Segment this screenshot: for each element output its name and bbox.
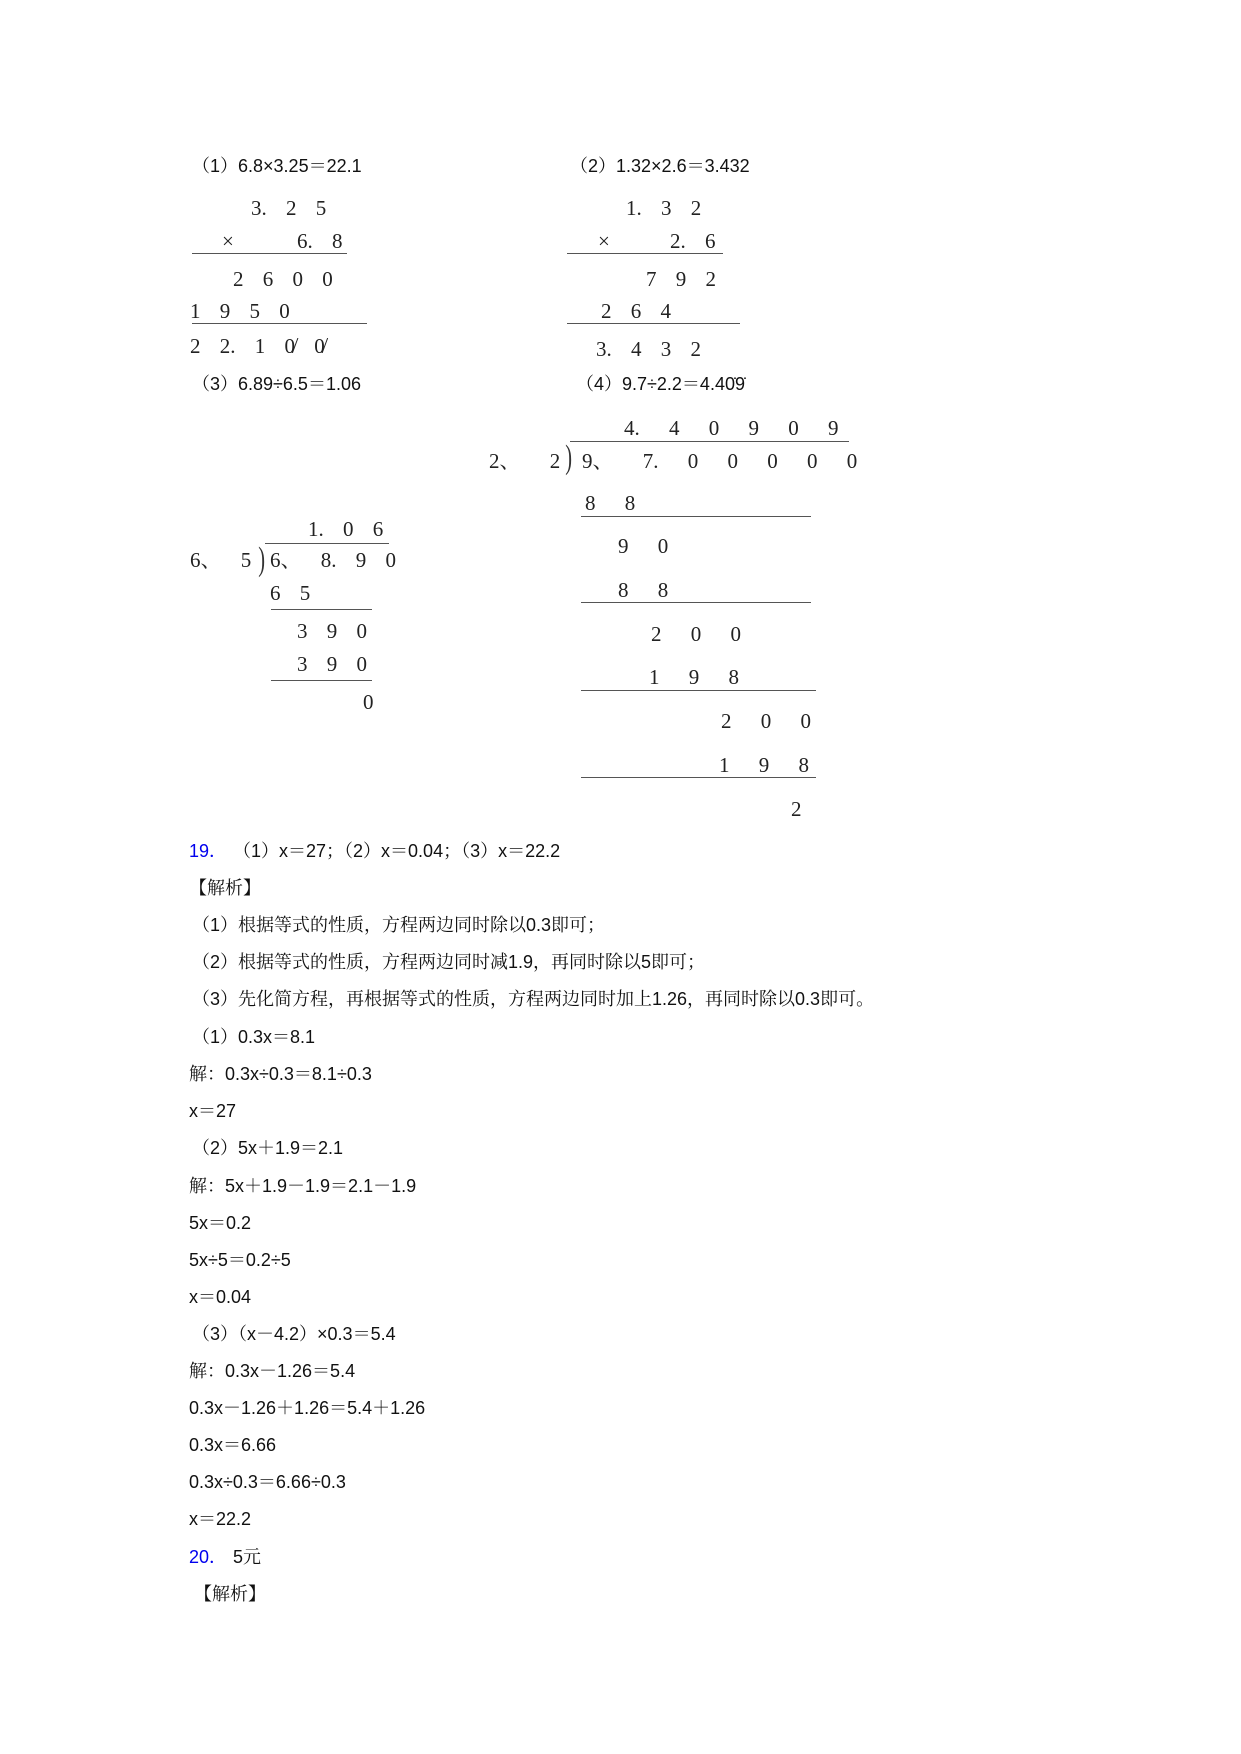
remainder-row: 9 0	[618, 534, 669, 558]
mult-row: 3. 2 5	[251, 196, 327, 220]
solution-line: 0.3x－1.26＋1.26＝5.4＋1.26	[189, 1398, 426, 1418]
final-remainder: 2	[791, 797, 802, 821]
solution-line: 5x＝0.2	[189, 1213, 252, 1233]
dividend: 9、 7. 0 0 0 0 0	[582, 449, 858, 473]
remainder-row: 2 0 0	[721, 709, 811, 733]
divisor: 2、 2	[489, 449, 561, 473]
partial-product: 1 9 5 0	[190, 299, 290, 323]
solution-line: （1）0.3x＝8.1	[192, 1027, 316, 1047]
divider-line	[567, 323, 740, 324]
remainder-row: 2 0 0	[651, 622, 741, 646]
mult-sign: ×	[598, 229, 610, 253]
answer-text: （1）x＝27；（2）x＝0.04；（3）x＝22.2	[233, 841, 561, 861]
subtract-row: 6 5	[270, 581, 311, 605]
subtract-row: 3 9 0	[297, 652, 367, 676]
solution-line: 解：5x＋1.9－1.9＝2.1－1.9	[189, 1176, 417, 1196]
division-bar	[570, 441, 849, 442]
partial-product: 7 9 2	[646, 267, 716, 291]
divider-line	[581, 516, 811, 517]
quotient: 1. 0 6	[308, 517, 384, 541]
division-bar	[265, 543, 389, 544]
solution-line: x＝22.2	[189, 1509, 252, 1529]
divider-line	[567, 253, 723, 254]
divider-line	[192, 253, 347, 254]
subtract-row: 1 9 8	[719, 753, 809, 777]
product-result: 3. 4 3 2	[596, 337, 701, 361]
divider-line	[271, 680, 372, 681]
solution-line: 0.3x÷0.3＝6.66÷0.3	[189, 1472, 346, 1492]
analysis-label: 【解析】	[189, 878, 261, 898]
calc-header-2: （2）1.32×2.6＝3.432	[570, 156, 750, 176]
analysis-label: 【解析】	[194, 1584, 266, 1604]
answer-text: 5元	[233, 1547, 262, 1567]
mult-sign: ×	[222, 229, 234, 253]
solution-line: x＝0.04	[189, 1287, 252, 1307]
analysis-line: （2）根据等式的性质，方程两边同时减1.9，再同时除以5即可；	[192, 952, 706, 972]
final-remainder: 0	[363, 690, 374, 714]
solution-line: x＝27	[189, 1101, 237, 1121]
solution-line: （2）5x＋1.9＝2.1	[192, 1138, 344, 1158]
quotient: 4. 4 0 9 0 9	[624, 416, 839, 440]
remainder-row: 3 9 0	[297, 619, 367, 643]
solution-line: 解：0.3x÷0.3＝8.1÷0.3	[189, 1064, 372, 1084]
partial-product: 2 6 0 0	[233, 267, 333, 291]
divider-line	[192, 323, 367, 324]
product-result: 2 2. 1 0̸ 0̸	[190, 334, 325, 358]
solution-line: 5x÷5＝0.2÷5	[189, 1250, 291, 1270]
solution-line: 0.3x＝6.66	[189, 1435, 277, 1455]
mult-row: 2. 6	[670, 229, 716, 253]
mult-row: 1. 3 2	[626, 196, 702, 220]
dividend: 6、 8. 9 0	[270, 548, 396, 572]
calc-header-1: （1）6.8×3.25＝22.1	[192, 156, 362, 176]
divider-line	[581, 690, 816, 691]
analysis-line: （3）先化简方程，再根据等式的性质，方程两边同时加上1.26，再同时除以0.3即可。	[192, 989, 875, 1009]
mult-row: 6. 8	[297, 229, 343, 253]
question-number: 20．	[189, 1547, 228, 1567]
solution-line: 解：0.3x－1.26＝5.4	[189, 1361, 356, 1381]
divider-line	[271, 609, 372, 610]
solution-line: （3）（x－4.2）×0.3＝5.4	[192, 1324, 396, 1344]
subtract-row: 1 9 8	[649, 665, 739, 689]
calc-header-3: （3）6.89÷6.5＝1.06	[192, 374, 361, 394]
question-number: 19．	[189, 841, 228, 861]
partial-product: 2 6 4	[601, 299, 671, 323]
subtract-row: 8 8	[585, 491, 636, 515]
analysis-line: （1）根据等式的性质，方程两边同时除以0.3即可；	[192, 915, 606, 935]
divider-line	[581, 777, 816, 778]
division-bracket: )	[565, 439, 573, 476]
divisor: 6、 5	[190, 548, 252, 572]
divider-line	[581, 602, 811, 603]
calc-header-4: （4）9.7÷2.2＝4.40̇9̇	[576, 374, 745, 394]
division-bracket: )	[258, 541, 266, 578]
subtract-row: 8 8	[618, 578, 669, 602]
